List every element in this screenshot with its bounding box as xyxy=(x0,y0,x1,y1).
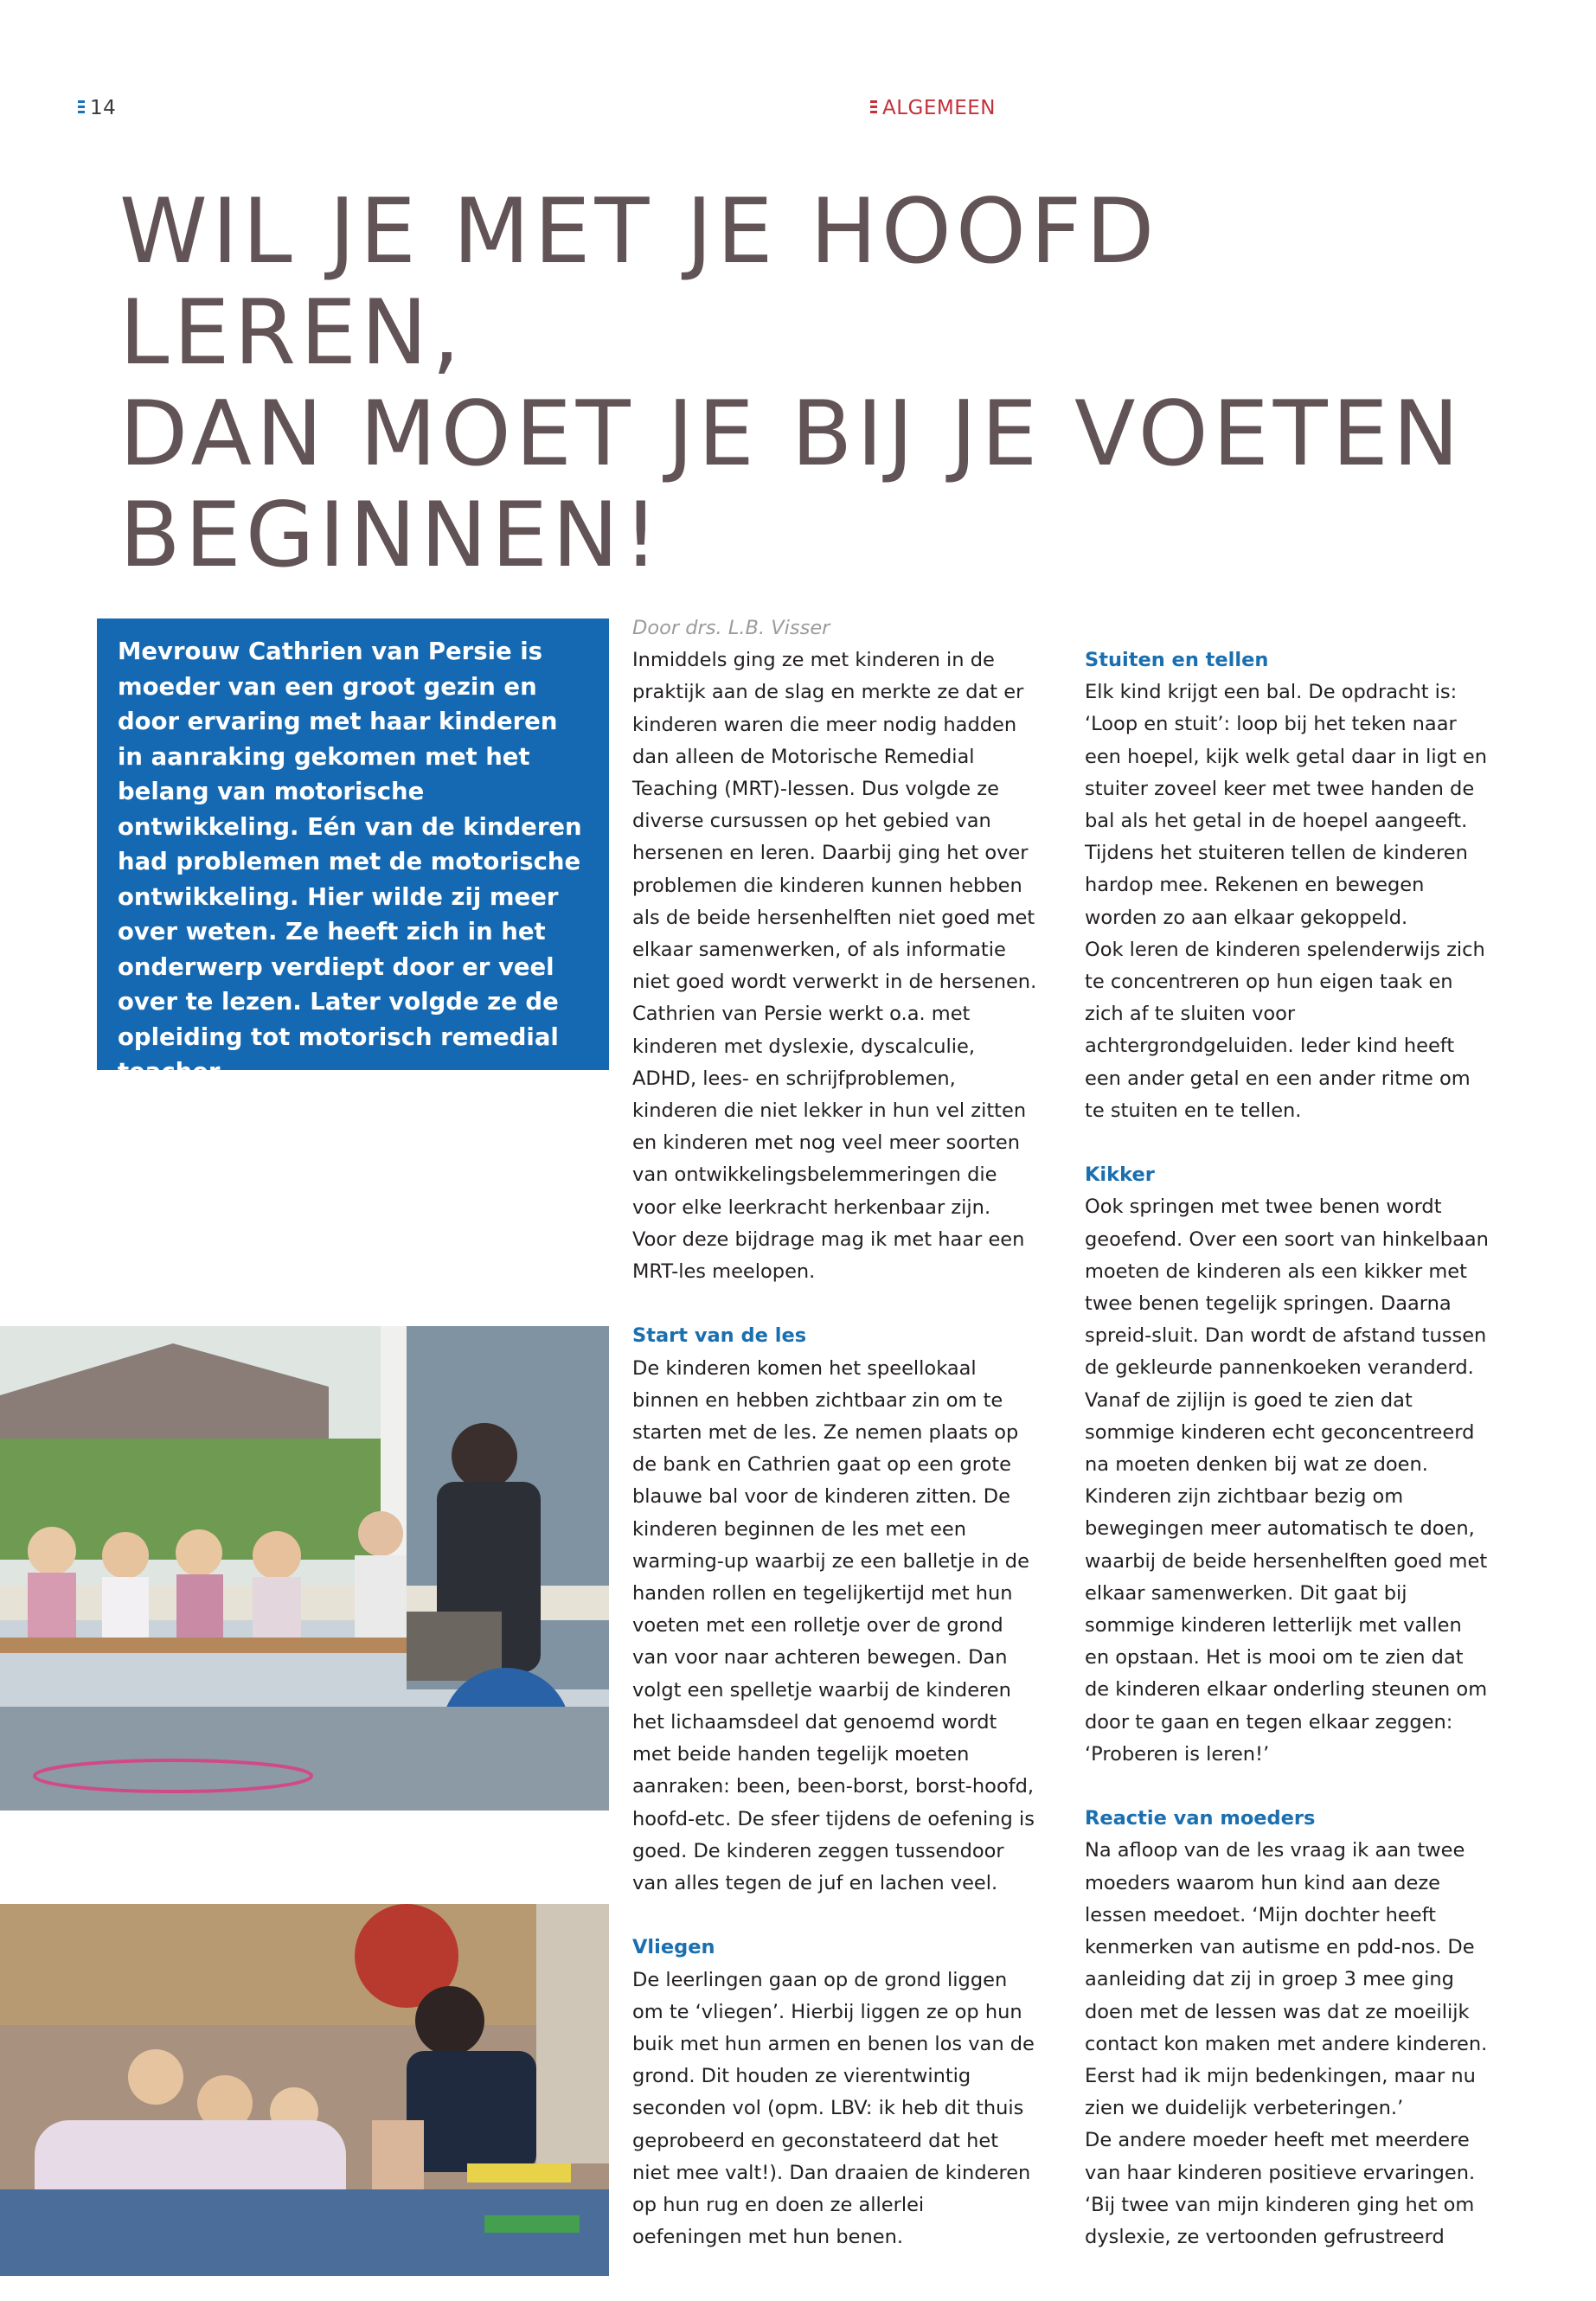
page-number xyxy=(78,97,116,119)
paragraph-stuiten-en-tellen-2: Ook leren de kinderen spelenderwijs zich te concentreren op hun eigen taak en zich af te sluiten voor achtergrondgeluiden. Ieder kind heeft een ander getal en een ander ritme om te stuiten en te tellen. xyxy=(1085,938,1485,1122)
photo-children-on-floor-image xyxy=(0,1904,609,2276)
section-label-text: ALGEMEEN xyxy=(882,97,997,119)
title-line-1: WIL JE MET JE HOOFD LEREN, xyxy=(119,180,1159,385)
paragraph-stuiten-en-tellen: Elk kind krijgt een bal. De opdracht is: ‘Loop en stuit’: loop bij het teken naar een hoepel, kijk welk getal daar in ligt en stuiter zoveel keer met twee handen de bal als het getal in de hoepel aangeeft. Tijdens het stuiteren tellen de kinderen hardop mee. Rekenen en bewegen worden zo aan elkaar gekoppeld. xyxy=(1085,681,1487,929)
photo-children-on-floor xyxy=(0,1904,609,2276)
title-line-3: BEGINNEN! xyxy=(119,484,663,587)
article-title xyxy=(119,182,1503,586)
paragraph-reactie-van-moeders-2: De andere moeder heeft met meerdere van haar kinderen positieve ervaringen. ‘Bij twee van mijn kinderen ging het om dyslexie, ze vertoonden gefrustreerd xyxy=(1085,2129,1476,2248)
photo-children-on-bench-image xyxy=(0,1326,609,1811)
column-middle xyxy=(632,612,1039,2253)
title-line-2: DAN MOET JE BIJ JE VOETEN xyxy=(119,382,1464,486)
paragraph-start-van-de-les: De kinderen komen het speellokaal binnen en hebben zichtbaar zin om te starten met de les. Ze nemen plaats op de bank en Cathrien gaat op een grote blauwe bal voor de kinderen zitten. De kinderen beginnen de les met een warming-up waarbij ze een balletje in de handen rollen en tegelijkertijd met hun voeten met een rolletje over de grond van voor naar achteren bewegen. Dan volgt een spelletje waarbij de kinderen het lichaamsdeel dat genoemd wordt met beide handen tegelijk moeten aanraken: been, been-borst, borst-hoofd, hoofd-etc. De sfeer tijdens de oefening is goed. De kinderen zeggen tussendoor van alles tegen de juf en lachen veel. xyxy=(632,1356,1035,1894)
paragraph-reactie-van-moeders: Na afloop van de les vraag ik aan twee moeders waarom hun kind aan deze lessen meedoet. ‘Mijn dochter heeft kenmerken van autisme en pdd-nos. De aanleiding dat zij in groep 3 mee ging doen met de lessen was dat ze moeilijk contact kon maken met andere kinderen. Eerst had ik mijn bedenkingen, maar nu zien we duidelijk verbeteringen.’ xyxy=(1085,1839,1488,2120)
intro-box xyxy=(97,619,609,1086)
paragraph-kikker: Ook springen met twee benen wordt geoefend. Over een soort van hinkelbaan moeten de kinderen als een kikker met twee benen tegelijk springen. Daarna spreid-sluit. Dan wordt de afstand tussen de gekleurde pannenkoeken veranderd. Vanaf de zijlijn is goed te zien dat sommige kinderen echt geconcentreerd na moeten denken bij wat ze doen. Kinderen zijn zichtbaar bezig om bewegingen meer automatisch te doen, waarbij de beide hersenhelften goed met elkaar samenwerken. Dit gaat bij sommige kinderen letterlijk met vallen en opstaan. Het is mooi om te zien dat de kinderen elkaar onderling steunen om door te gaan en tegen elkaar zeggen: ‘Proberen is leren!’ xyxy=(1085,1195,1489,1766)
heading-start-van-de-les: Start van de les xyxy=(632,1324,807,1348)
heading-reactie-van-moeders: Reactie van moeders xyxy=(1085,1807,1316,1830)
page-number-text: 14 xyxy=(90,97,117,119)
heading-kikker: Kikker xyxy=(1085,1163,1155,1187)
section-label xyxy=(870,97,996,119)
column-right xyxy=(1085,644,1491,2253)
byline: Door drs. L.B. Visser xyxy=(632,617,830,639)
heading-vliegen: Vliegen xyxy=(632,1936,715,1959)
photo-children-on-bench xyxy=(0,1326,609,1811)
heading-stuiten-en-tellen: Stuiten en tellen xyxy=(1085,649,1269,671)
paragraph-vliegen: De leerlingen gaan op de grond liggen om te ‘vliegen’. Hierbij liggen ze op hun buik met hun armen en benen los van de grond. Dit houden ze vierentwintig seconden vol (opm. LBV: ik heb dit thuis geprobeerd en geconstateerd dat het niet mee valt!). Dan draaien de kinderen op hun rug en doen ze allerlei oefeningen met hun benen. xyxy=(632,1968,1035,2249)
page-marker-icon xyxy=(78,100,85,116)
intro-text: Mevrouw Cathrien van Persie is moeder van een groot gezin en door ervaring met haar kinderen in aanraking gekomen met het belang van motorische ontwikkeling. Eén van de kinderen had problemen met de motorische ontwikkeling. Hier wilde zij meer over weten. Ze heeft zich in het onderwerp verdiept door er veel over te lezen. Later volgde ze de opleiding tot motorisch remedial teacher. xyxy=(118,638,582,1086)
section-marker-icon xyxy=(870,100,877,116)
paragraph-intro-practice: Inmiddels ging ze met kinderen in de praktijk aan de slag en merkte ze dat er kinderen waren die meer nodig hadden dan alleen de Motorische Remedial Teaching (MRT)-lessen. Dus volgde ze diverse cursussen op het gebied van hersenen en leren. Daarbij ging het over problemen die kinderen kunnen hebben als de beide hersenhelften niet goed met elkaar samenwerken, of als informatie niet goed wordt verwerkt in de hersenen. Cathrien van Persie werkt o.a. met kinderen met dyslexie, dyscalculie, ADHD, lees- en schrijfproblemen, kinderen die niet lekker in hun vel zitten en kinderen met nog veel meer soorten van ontwikkelingsbelemmeringen die voor elke leerkracht herkenbaar zijn. Voor deze bijdrage mag ik met haar een MRT-les meelopen. xyxy=(632,649,1037,1284)
